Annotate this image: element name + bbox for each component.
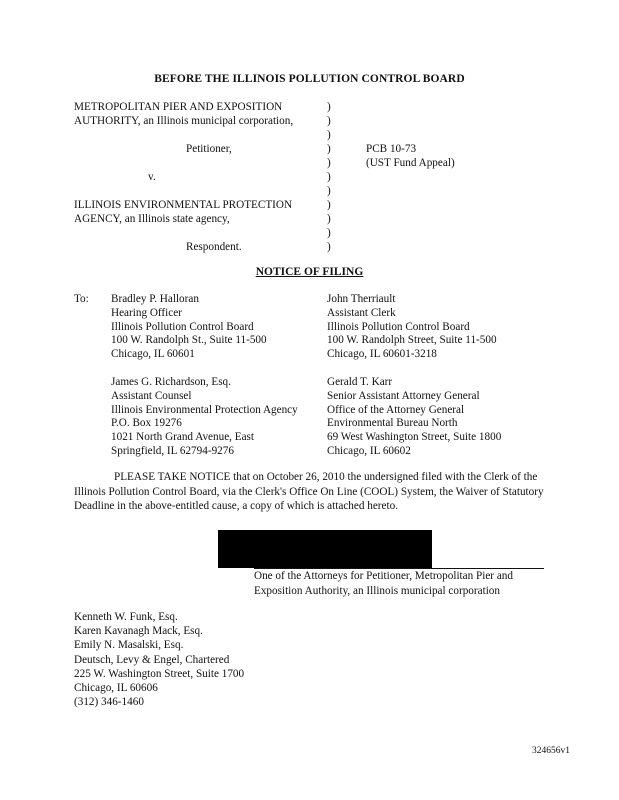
address-line: Chicago, IL 60601-3218	[327, 348, 437, 361]
address-line: Chicago, IL 60602	[327, 444, 411, 457]
caption-paren: )	[327, 227, 331, 239]
address-line: Assistant Clerk	[327, 306, 396, 319]
address-line: Office of the Attorney General	[327, 403, 465, 416]
notice-paragraph: PLEASE TAKE NOTICE that on October 26, 2010 the undersigned filed with the Clerk of the Illinois Pollution Control Board, via the Clerk's Office On Line (COOL) System, the Waiver of Statutory Deadline in the above-entitled cause, a copy of which is attached hereto.	[74, 471, 544, 512]
attorney-line: 225 W. Washington Street, Suite 1700	[74, 667, 245, 680]
recipient-address-attorney-general	[327, 375, 501, 458]
address-line: Illinois Pollution Control Board	[327, 320, 470, 333]
caption-line: AUTHORITY, an Illinois municipal corporation,	[74, 115, 294, 127]
address-line: Senior Assistant Attorney General	[327, 389, 480, 402]
caption-line	[74, 184, 334, 198]
notice-title: NOTICE OF FILING	[255, 266, 364, 278]
attorney-line: (312) 346-1460	[74, 696, 144, 709]
caption-paren: )	[327, 185, 331, 197]
address-line: Illinois Environmental Protection Agency	[111, 403, 298, 416]
address-line: P.O. Box 19276	[111, 417, 182, 430]
caption-line	[74, 226, 334, 240]
recipient-address-hearing-officer	[111, 292, 267, 361]
caption-line: METROPOLITAN PIER AND EXPOSITION	[74, 101, 283, 113]
document-title: BEFORE THE ILLINOIS POLLUTION CONTROL BOARD	[154, 73, 465, 85]
caption-paren: )	[327, 129, 331, 141]
caption-paren: )	[327, 171, 331, 183]
case-caption-parties	[74, 100, 334, 254]
case-number-block	[366, 142, 455, 170]
attorney-line: Chicago, IL 60606	[74, 681, 158, 694]
caption-paren: )	[327, 241, 331, 253]
signature-block: One of the Attorneys for Petitioner, Metropolitan Pier and Exposition Authority, an Illinois municipal corporation	[254, 570, 513, 597]
caption-line: ILLINOIS ENVIRONMENTAL PROTECTION	[74, 199, 293, 211]
redacted-signature	[218, 530, 432, 568]
caption-paren: )	[327, 157, 331, 169]
caption-paren: )	[327, 115, 331, 127]
recipient-address-clerk	[327, 292, 497, 361]
address-line: 100 W. Randolph St., Suite 11-500	[111, 334, 267, 347]
address-line: Springfield, IL 62794-9276	[111, 444, 234, 457]
address-line: Hearing Officer	[111, 306, 182, 319]
document-number: 324656v1	[532, 746, 570, 756]
caption-paren: )	[327, 213, 331, 225]
to-label: To:	[74, 293, 89, 305]
notice-body	[74, 470, 544, 514]
address-line: Assistant Counsel	[111, 389, 192, 402]
recipient-address-agency-counsel	[111, 375, 298, 458]
address-line: 1021 North Grand Avenue, East	[111, 431, 255, 444]
address-line: Bradley P. Halloran	[111, 293, 199, 305]
attorney-line: Kenneth W. Funk, Esq.	[74, 611, 178, 623]
caption-paren: )	[327, 101, 331, 113]
attorney-line: Karen Kavanagh Mack, Esq.	[74, 625, 203, 638]
address-line: Chicago, IL 60601	[111, 348, 195, 361]
address-line: Illinois Pollution Control Board	[111, 320, 254, 333]
case-number: PCB 10-73	[366, 143, 417, 155]
caption-line	[74, 156, 334, 170]
address-line: 69 West Washington Street, Suite 1800	[327, 431, 502, 444]
attorney-line: Emily N. Masalski, Esq.	[74, 639, 184, 652]
case-type: (UST Fund Appeal)	[366, 157, 455, 169]
caption-versus: v.	[148, 171, 156, 183]
caption-paren: )	[327, 143, 331, 155]
address-line: John Therriault	[327, 293, 396, 305]
address-line: James G. Richardson, Esq.	[111, 376, 231, 388]
attorney-line: Deutsch, Levy & Engel, Chartered	[74, 653, 230, 666]
caption-parentheses	[327, 100, 337, 254]
caption-line: AGENCY, an Illinois state agency,	[74, 213, 230, 225]
address-line: 100 W. Randolph Street, Suite 11-500	[327, 334, 497, 347]
caption-paren: )	[327, 199, 331, 211]
address-line: Gerald T. Karr	[327, 376, 393, 388]
attorney-contact-block	[74, 610, 244, 709]
caption-respondent-label: Respondent.	[186, 241, 242, 253]
caption-line	[74, 128, 334, 142]
address-line: Environmental Bureau North	[327, 417, 458, 430]
caption-petitioner-label: Petitioner,	[186, 143, 232, 155]
